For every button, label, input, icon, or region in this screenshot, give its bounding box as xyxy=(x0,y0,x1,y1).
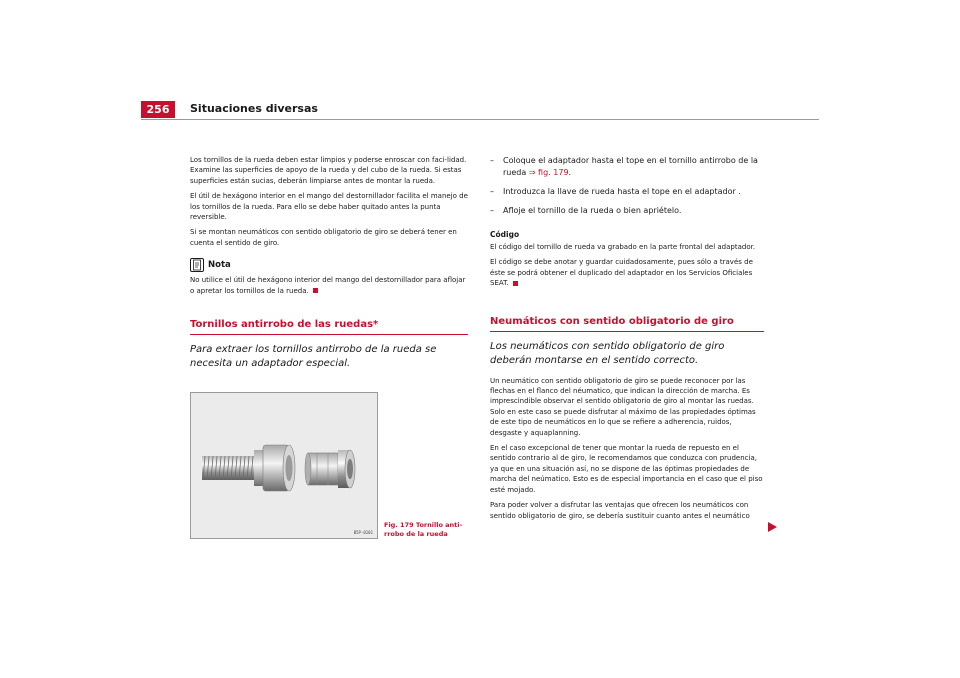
code-subtitle: Código xyxy=(490,230,520,239)
list-item xyxy=(490,155,764,179)
note-body: No utilice el útil de hexágono interior del mango del destornillador para aflojar o apretar los tornillos de la rueda. xyxy=(190,276,466,295)
left-column xyxy=(190,155,468,371)
step-body: Coloque el adaptador hasta el tope en el tornillo antirrobo de la rueda xyxy=(503,156,758,177)
figure-caption: Fig. 179 Tornillo anti-rrobo de la rueda xyxy=(384,521,463,538)
section-title-anti-theft-bolts: Tornillos antirrobo de las ruedas* xyxy=(190,318,468,335)
paragraph: El código del tornillo de rueda va grabado en la parte frontal del adaptador. xyxy=(490,243,756,251)
note-icon xyxy=(190,258,204,272)
page-title: Situaciones diversas xyxy=(190,102,318,115)
note-text xyxy=(190,275,468,296)
paragraph-body: El código se debe anotar y guardar cuidadosamente, pues sólo a través de éste se podrá obtener el duplicado del adaptador en los Servicios Oficiales SEAT. xyxy=(490,258,753,288)
note-title: Nota xyxy=(208,260,231,271)
paragraph: En el caso excepcional de tener que montar la rueda de repuesto en el sentido contrario al de giro, le recomendamos que conduzca con prudencia, ya que en una situación así, no se dispone de las óptimas propiedades de marcha del neúmatico. Esto es de especial importancia en el caso que el piso esté mojado. xyxy=(490,444,763,494)
right-column xyxy=(490,155,764,526)
figure-link[interactable]: ⇒ fig. 179 xyxy=(528,168,569,177)
end-of-section-marker xyxy=(513,281,518,286)
paragraph xyxy=(490,257,764,288)
list-item xyxy=(490,186,764,198)
note-header xyxy=(190,258,468,272)
list-dash: – xyxy=(490,187,494,196)
list-dash: – xyxy=(490,156,494,165)
paragraph: Si se montan neumáticos con sentido obligatorio de giro se deberá tener en cuenta el sentido de giro. xyxy=(190,228,457,247)
next-page-arrow-icon[interactable] xyxy=(768,522,777,532)
step-text: Afloje el tornillo de la rueda o bien apriételo. xyxy=(503,206,682,215)
anti-theft-bolt-illustration xyxy=(191,393,377,538)
bolt xyxy=(202,445,295,491)
adapter xyxy=(305,450,355,488)
paragraph: Un neumático con sentido obligatorio de giro se puede reconocer por las flechas en el flanco del néumatico, que indican la dirección de marcha. Es imprescindible observar el sentido obligatorio de giro al montar las ruedas. Solo en este caso se puede disfrutar al máximo de las propiedades óptimas de este tipo de neumáticos en lo que se refiere a adherencia, ruidos, desgaste y aquaplanning. xyxy=(490,376,756,437)
step-text: Introduzca la llave de rueda hasta el tope en el adaptador . xyxy=(503,187,741,196)
header-divider xyxy=(141,119,819,120)
list-item xyxy=(490,205,764,217)
paragraph: Los tornillos de la rueda deben estar limpios y poderse enroscar con faci-lidad. Examine las superficies de apoyo de la rueda y del cubo de la rueda. Si estas superficies están sucias, deberán limpiarse antes de montar la rueda. xyxy=(190,156,467,185)
paragraph: Para poder volver a disfrutar las ventajas que ofrecen los neumáticos con sentido obligatorio de giro, se debería sustituir cuanto antes el neumático xyxy=(490,501,750,520)
step-end: . xyxy=(568,168,572,177)
step-text xyxy=(503,155,764,179)
page-number: 256 xyxy=(141,101,175,118)
section-title-directional-tyres: Neumáticos con sentido obligatorio de giro xyxy=(490,315,764,332)
figure-code: B5P-0101 xyxy=(353,530,373,535)
section-lead: Para extraer los tornillos antirrobo de la rueda se necesita un adaptador especial. xyxy=(190,344,437,370)
figure-179 xyxy=(190,392,378,539)
list-dash: – xyxy=(490,206,494,215)
section-lead: Los neumáticos con sentido obligatorio de giro deberán montarse en el sentido correcto. xyxy=(490,340,725,366)
paragraph: El útil de hexágono interior en el mango del destornillador facilita el manejo de los tornillos de la rueda. Para ello se debe haber quitado antes la punta reversible. xyxy=(190,192,468,222)
end-of-section-marker xyxy=(313,288,318,293)
